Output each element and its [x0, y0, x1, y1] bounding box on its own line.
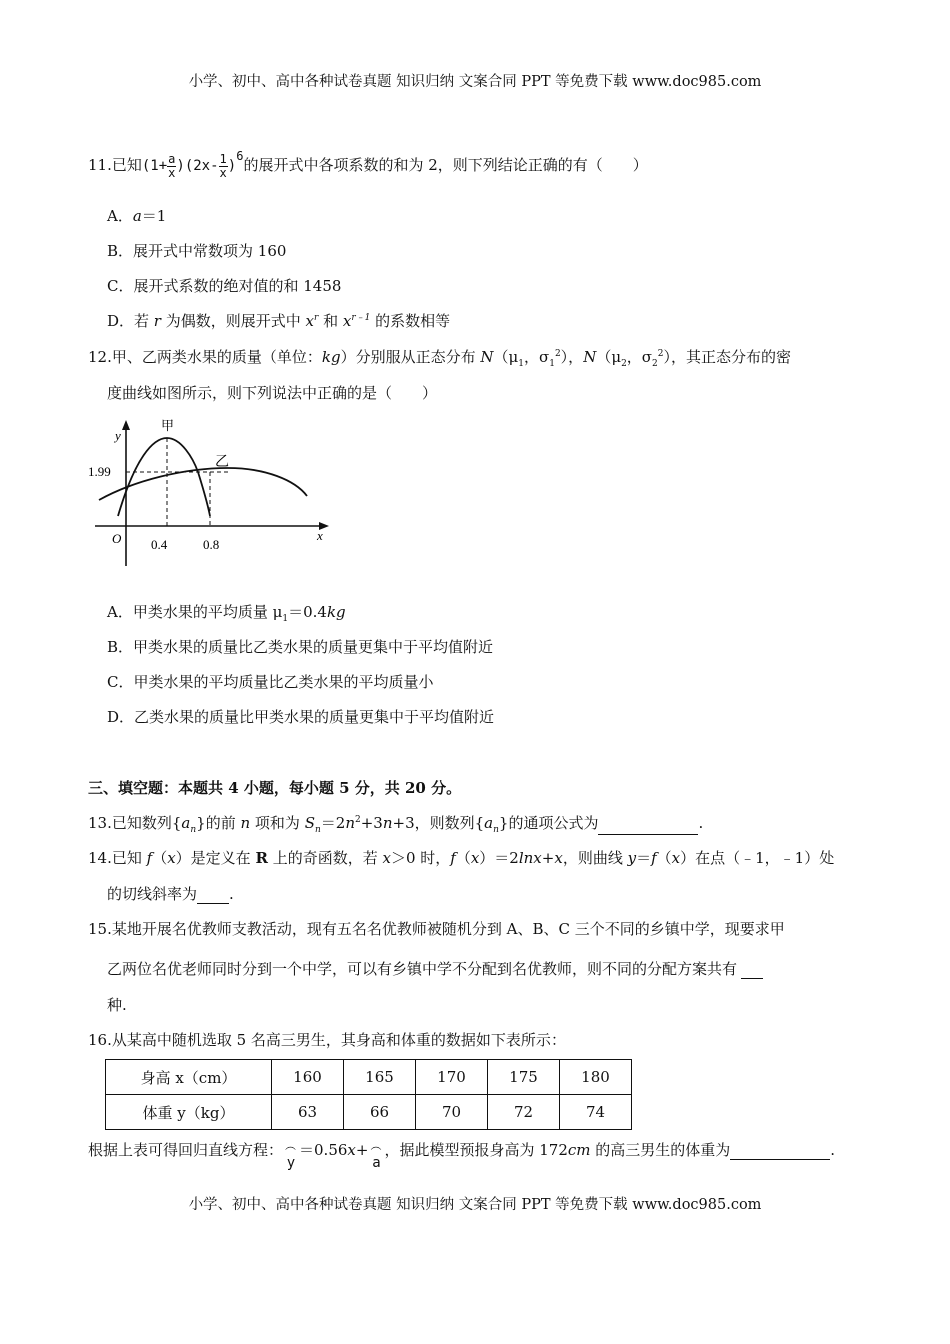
question-12-stem-line2: 度曲线如图所示，则下列说法中正确的是（ ） [107, 384, 438, 402]
question-15-line1: 15.某地开展名优教师支教活动，现有五名名优教师被随机分到 A、B、C 三个不同的乡镇中学，现要求甲 [88, 920, 785, 938]
y-label: y [115, 428, 121, 443]
q15-answer-blank [741, 962, 763, 979]
question-15-line3: 种. [107, 996, 127, 1014]
table-row-weight [106, 1095, 632, 1130]
page-footer: 小学、初中、高中各种试卷真题 知识归纳 文案合同 PPT 等免费下载 www.doc985.com [188, 1197, 762, 1213]
table-row-height [106, 1060, 632, 1095]
question-13: 13.已知数列$\{a_n\}$的前 n 项和为 $S_n=2n^2+3n+3$，则数列$\{a_n\}$的通项公式为 . [88, 814, 704, 835]
table-cell: 160 [272, 1060, 344, 1095]
q11-option-c: C．展开式系数的绝对值的和 1458 [107, 277, 342, 295]
x-tick-0-8: 0.8 [203, 537, 220, 552]
question-12-stem-line1: 12.甲、乙两类水果的质量（单位：kg）分别服从正态分布 $N(\mu_1$，$\sigma_1^2$），$N(\mu_2$，$\sigma_2^2$），其正态分布的密 [88, 348, 792, 369]
page-header: 小学、初中、高中各种试卷真题 知识归纳 文案合同 PPT 等免费下载 www.doc985.com [188, 74, 762, 90]
y-axis-arrow [122, 420, 130, 430]
curve-jia [118, 438, 210, 516]
q14-answer-blank [197, 887, 229, 904]
x-tick-0-4: 0.4 [151, 537, 168, 552]
q16-answer-blank [730, 1143, 830, 1160]
curve-yi [99, 468, 307, 500]
section-3-heading: 三、填空题：本题共 4 小题，每小题 5 分，共 20 分。 [88, 779, 462, 797]
q12-option-d: D．乙类水果的质量比甲类水果的质量更集中于平均值附近 [107, 708, 495, 726]
question-16-regression-line: 根据上表可得回归直线方程： ︵ y＝0.56x+ ︵ a，据此模型预报身高为 172cm 的高三男生的体重为 . [88, 1139, 836, 1171]
table-cell: 74 [560, 1095, 632, 1130]
question-16-line1: 16.从某高中随机选取 5 名高三男生，其身高和体重的数据如下表所示： [88, 1031, 566, 1049]
table-cell: 175 [488, 1060, 560, 1095]
table-cell: 72 [488, 1095, 560, 1130]
table-cell: 165 [344, 1060, 416, 1095]
table-row-label: 身高 x（cm） [106, 1060, 272, 1095]
q12-option-a: A．甲类水果的平均质量 $\mu_1=0.4kg$ [107, 603, 346, 624]
q13-answer-blank [598, 818, 698, 835]
question-14-line1: 14.已知 f（x）是定义在 R 上的奇函数，若 x＞0 时，f（x）＝2lnx+x，则曲线 y＝f（x）在点（﹣1，﹣1）处 [88, 849, 835, 867]
q11-expression: (1+ $\frac{a}{x}$ )(2x- $\frac{1}{x}$ )$^6$ [141, 149, 244, 180]
table-cell: 63 [272, 1095, 344, 1130]
table-cell: 170 [416, 1060, 488, 1095]
question-15-line2: 乙两位名优老师同时分到一个中学，可以有乡镇中学不分配到名优教师，则不同的分配方案共有 [107, 958, 763, 979]
q12-option-c: C．甲类水果的平均质量比乙类水果的平均质量小 [107, 673, 434, 691]
table-row-label: 体重 y（kg） [106, 1095, 272, 1130]
table-cell: 180 [560, 1060, 632, 1095]
q11-option-d: D．若 r 为偶数，则展开式中 $x^r$ 和 $x^{r﹣1}$ 的系数相等 [107, 312, 451, 330]
normal-distribution-graph [85, 418, 335, 568]
table-cell: 70 [416, 1095, 488, 1130]
y-hat: ︵ y [285, 1139, 297, 1171]
question-11-stem: 11.已知(1+ $\frac{a}{x}$ )(2x- $\frac{1}{x}$ )$^6$的展开式中各项系数的和为 2，则下列结论正确的有（ ） [88, 149, 648, 180]
yi-label: 乙 [215, 454, 229, 470]
q12-option-b: B．甲类水果的质量比乙类水果的质量更集中于平均值附近 [107, 638, 494, 656]
origin-label: O [112, 531, 122, 546]
table-cell: 66 [344, 1095, 416, 1130]
a-hat: ︵ a [370, 1139, 382, 1171]
height-weight-table [105, 1059, 632, 1130]
q11-option-a: A．a＝1 [107, 207, 167, 225]
y-tick-1-99: 1.99 [88, 464, 111, 479]
q11-option-b: B．展开式中常数项为 160 [107, 242, 287, 260]
jia-label: 甲 [161, 419, 175, 434]
question-14-line2: 的切线斜率为 . [107, 885, 234, 903]
x-label: x [317, 528, 323, 543]
